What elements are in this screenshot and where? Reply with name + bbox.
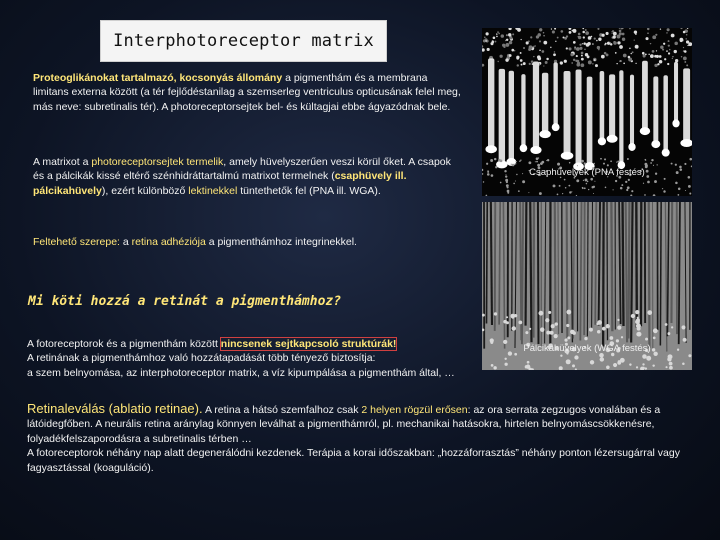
paragraph-attachment: [27, 337, 527, 380]
paragraph-detachment: [27, 402, 699, 475]
production-text-4: tüntethetők fel (PNA ill. WGA).: [237, 184, 381, 197]
detachment-heading: Retinaleválás (ablatio retinae).: [27, 401, 203, 416]
attachment-line-1: [27, 337, 527, 351]
definition-text: a pigmenthám és a membrana limitans externa között (a tér fejlődéstanilag a szemserleg ventriculus opticusának felel meg, más neve: subretinalis tér). A photoreceptorsejtek bel- és kültagjai ebbe ágyazódnak bele.: [33, 72, 461, 113]
production-text-3: ), ezért különböző: [101, 184, 189, 197]
role-label: Feltehető szerepe:: [33, 236, 120, 248]
definition-highlight: Proteoglikánokat tartalmazó, kocsonyás állomány: [33, 72, 283, 84]
caption-rod-sheaths: Pálcikahüvelyek (WGA festés): [523, 343, 651, 354]
detachment-highlight: 2 helyen rögzül erősen: [361, 404, 468, 416]
production-text-1: A matrixot a: [33, 156, 92, 168]
paragraph-production: [33, 155, 463, 198]
production-highlight-2: csaphüvely ill. pálcikahüvely: [33, 170, 407, 197]
attachment-text-1: A fotoreceptorok és a pigmenthám között: [27, 338, 221, 350]
detachment-text-2: : az ora serrata zegzugos vonalában és a látóidegfőben. A neurális retina aránylag könnyen leválhat a pigmenthámról, pl. mechanikai hatásokra, hirtelen belnyomáscsökkenésre, folyadékfelszaporodásra a subretinalis térben …: [27, 404, 661, 445]
detachment-line-1: [27, 402, 699, 446]
role-text-2: a pigmenthámhoz integrinekkel.: [205, 236, 357, 248]
attachment-line-2: A retinának a pigmenthámhoz való hozzátapadását több tényező biztosítja:: [27, 352, 376, 365]
slide-title: Interphotoreceptor matrix: [113, 31, 374, 51]
production-text-2: , amely hüvelyszerűen veszi körül őket. A csapok és a pálcikák kissé eltérő szénhidráttartalmú matrixot termelnek (: [33, 156, 451, 183]
caption-cone-sheaths: Csaphüvelyek (PNA festés): [529, 167, 645, 178]
role-highlight: retina adhéziója: [131, 236, 206, 248]
paragraph-role: [33, 235, 473, 249]
attachment-line-3: a szem belnyomása, az interphotoreceptor matrix, a víz kipumpálása a pigmenthám által, …: [27, 366, 455, 379]
role-text-1: a: [119, 236, 132, 248]
attachment-highlight: nincsenek sejtkapcsoló struktúrák!: [220, 338, 397, 350]
detachment-line-2: A fotoreceptorok néhány nap alatt degenerálódni kezdenek. Terápia a korai időszakban: „hozzáforrasztás” néhány ponton lézersugárral vagy fagyasztással (koaguláció).: [27, 447, 680, 474]
production-highlight-1: photoreceptorsejtek termelik: [91, 156, 224, 168]
detachment-text-1: A retina a hátsó szemfalhoz csak: [202, 404, 362, 416]
production-highlight-3: lektinekkel: [188, 184, 238, 197]
title-box: [100, 20, 387, 62]
question-heading: Mi köti hozzá a retinát a pigmenthámhoz?: [28, 294, 342, 309]
paragraph-definition: [33, 71, 465, 114]
